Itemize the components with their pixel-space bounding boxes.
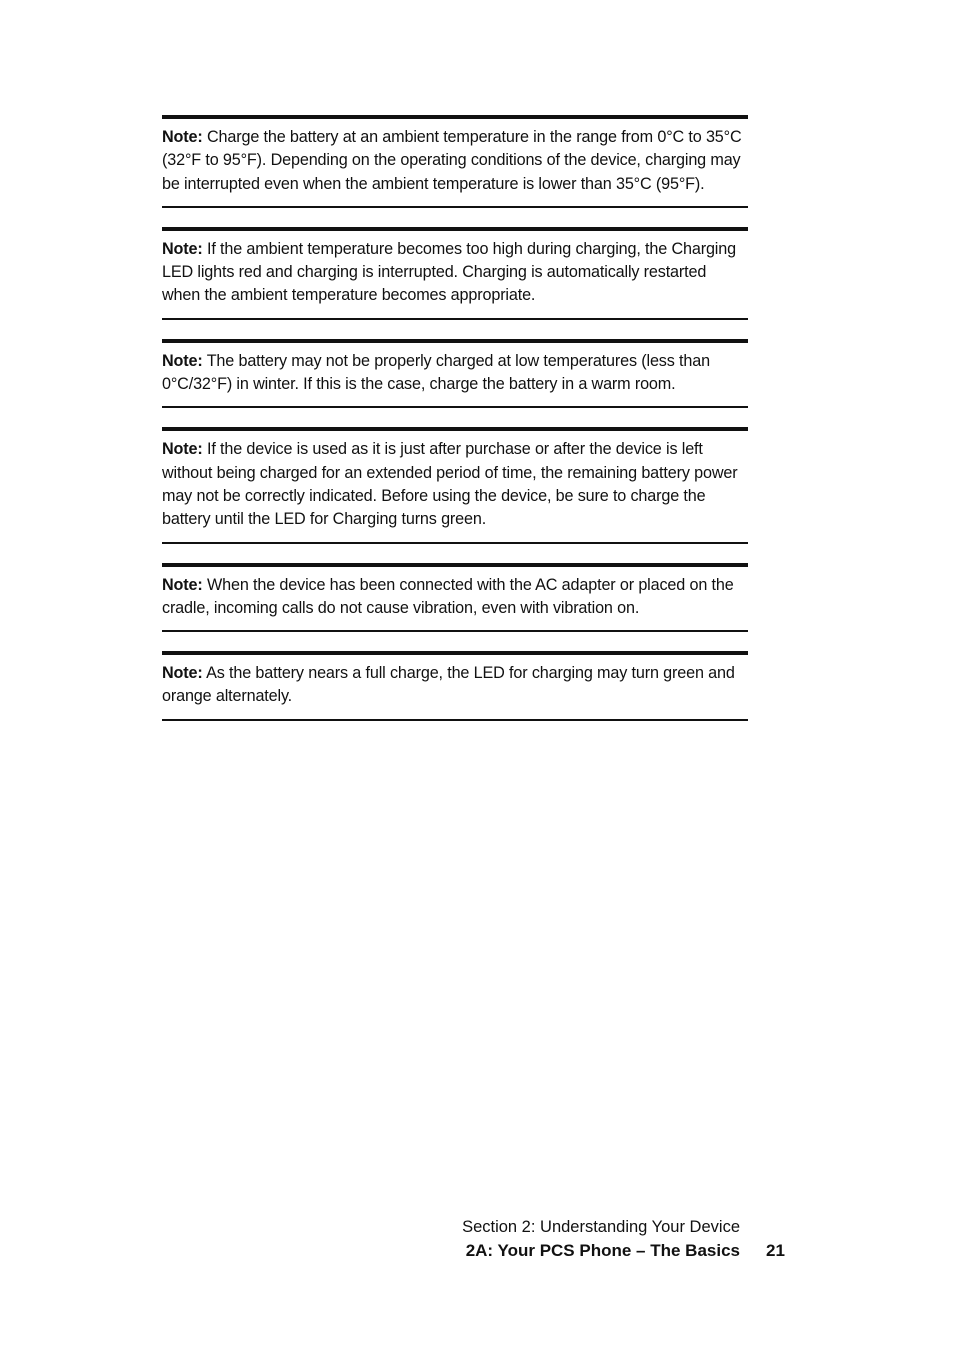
note-text: When the device has been connected with the AC adapter or placed on the cradle, incoming calls do not cause vibration, even with vibration on. — [162, 575, 734, 617]
note-box — [162, 227, 748, 320]
note-box — [162, 651, 748, 721]
note-box — [162, 115, 748, 208]
note-text: Charge the battery at an ambient temperature in the range from 0°C to 35°C (32°F to 95°F). Depending on the operating conditions of the device, charging may be interrupted even when the ambient temperature is lower than 35°C (95°F). — [162, 128, 742, 193]
footer-section-title: Section 2: Understanding Your Device — [462, 1218, 740, 1236]
note-text: If the ambient temperature becomes too high during charging, the Charging LED lights red and charging is interrupted. Charging is automatically restarted when the ambient temperature becomes appropriate. — [162, 239, 736, 305]
note-text: As the battery nears a full charge, the LED for charging may turn green and orange alternately. — [162, 664, 735, 706]
note-label: Note: — [162, 575, 203, 594]
note-box — [162, 339, 748, 409]
note-text: The battery may not be properly charged at low temperatures (less than 0°C/32°F) in winter. If this is the case, charge the battery in a warm room. — [162, 351, 710, 394]
footer-chapter-title: 2A: Your PCS Phone – The Basics — [465, 1241, 740, 1260]
note-label: Note: — [162, 351, 203, 370]
note-label: Note: — [162, 440, 203, 459]
note-label: Note: — [162, 664, 203, 683]
notes-container — [162, 115, 748, 740]
note-box — [162, 563, 748, 633]
page-number: 21 — [766, 1241, 785, 1260]
note-box — [162, 427, 748, 543]
note-text: If the device is used as it is just after purchase or after the device is left without being charged for an extended period of time, the remaining battery power may not be correctly indicated. Before using the device, be sure to charge the battery until the LED for Charging turns green. — [162, 440, 738, 529]
note-label: Note: — [162, 128, 203, 146]
note-label: Note: — [162, 239, 203, 258]
